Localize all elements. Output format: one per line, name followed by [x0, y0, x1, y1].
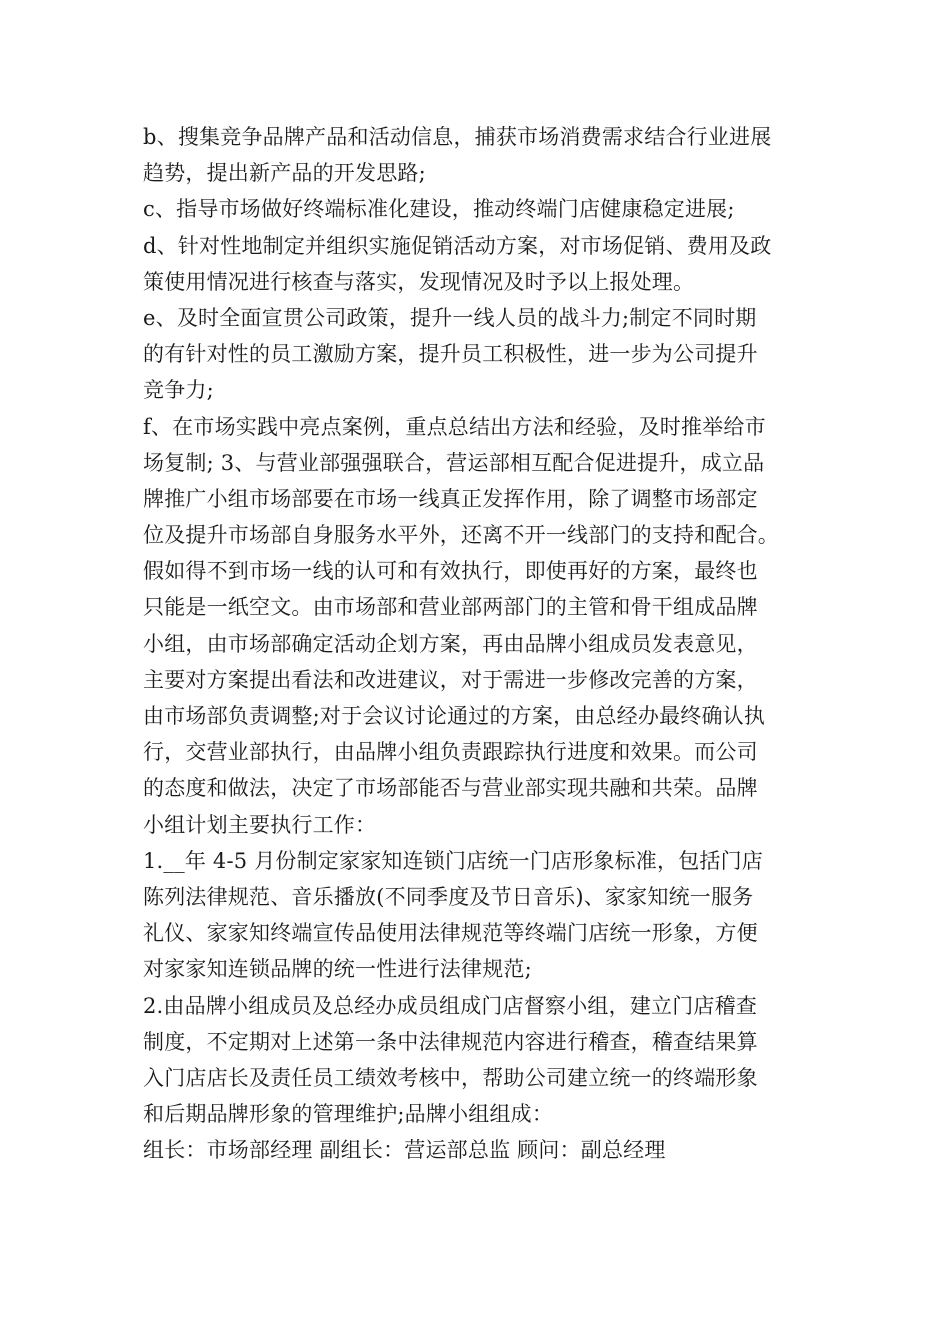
- text-line: 制度，不定期对上述第一条中法律规范内容进行稽查，稽查结果算: [143, 1029, 758, 1054]
- text-line: b、搜集竞争品牌产品和活动信息，捕获市场消费需求结合行业进展: [143, 125, 772, 149]
- text-line: 竞争力;: [143, 378, 214, 403]
- text-line: 入门店店长及责任员工绩效考核中，帮助公司建立统一的终端形象: [143, 1065, 758, 1090]
- text-line: 对家家知连锁品牌的统一性进行法律规范;: [143, 957, 532, 982]
- text-line: 场复制; 3、与营业部强强联合，营运部相互配合促进提升，成立品: [143, 450, 765, 475]
- text-line: 行，交营业部执行，由品牌小组负责跟踪执行进度和效果。而公司: [143, 740, 758, 765]
- document-body: [143, 119, 833, 1168]
- text-line: 小组，由市场部确定活动企划方案，再由品牌小组成员发表意见，: [143, 631, 758, 656]
- text-line: 趋势，提出新产品的开发思路;: [143, 161, 426, 186]
- text-line: 2.由品牌小组成员及总经办成员组成门店督察小组，建立门店稽查: [143, 993, 758, 1018]
- text-line: 假如得不到市场一线的认可和有效执行，即使再好的方案，最终也: [143, 559, 758, 584]
- text-line: 牌推广小组市场部要在市场一线真正发挥作用，除了调整市场部定: [143, 486, 758, 511]
- text-line: 和后期品牌形象的管理维护;品牌小组组成：: [143, 1102, 554, 1127]
- text-line: 由市场部负责调整;对于会议讨论通过的方案，由总经办最终确认执: [143, 704, 766, 728]
- text-line: 小组计划主要执行工作：: [143, 812, 377, 837]
- text-line: 组长：市场部经理 副组长：营运部总监 顾问：副总经理: [143, 1138, 666, 1163]
- text-line: 的态度和做法，决定了市场部能否与营业部实现共融和共荣。品牌: [143, 776, 758, 801]
- text-line: 的有针对性的员工激励方案，提升员工积极性，进一步为公司提升: [143, 342, 758, 367]
- text-line: c、指导市场做好终端标准化建设，推动终端门店健康稳定进展;: [143, 197, 735, 222]
- text-line: 1.__年 4-5 月份制定家家知连锁门店统一门店形象标准，包括门店: [143, 848, 764, 873]
- text-line: d、针对性地制定并组织实施促销活动方案，对市场促销、费用及政: [143, 233, 772, 258]
- text-line: 策使用情况进行核查与落实，发现情况及时予以上报处理。: [143, 269, 695, 294]
- text-line: 礼仪、家家知终端宣传品使用法律规范等终端门店统一形象，方便: [143, 921, 758, 946]
- text-line: f、在市场实践中亮点案例，重点总结出方法和经验，及时推举给市: [143, 414, 766, 439]
- text-line: 位及提升市场部自身服务水平外，还离不开一线部门的支持和配合。: [143, 523, 779, 548]
- text-line: 主要对方案提出看法和改进建议，对于需进一步修改完善的方案，: [143, 667, 758, 692]
- text-line: e、及时全面宣贯公司政策，提升一线人员的战斗力;制定不同时期: [143, 305, 757, 330]
- text-line: 陈列法律规范、音乐播放(不同季度及节日音乐)、家家知统一服务: [143, 884, 754, 909]
- text-line: 只能是一纸空文。由市场部和营业部两部门的主管和骨干组成品牌: [143, 595, 758, 620]
